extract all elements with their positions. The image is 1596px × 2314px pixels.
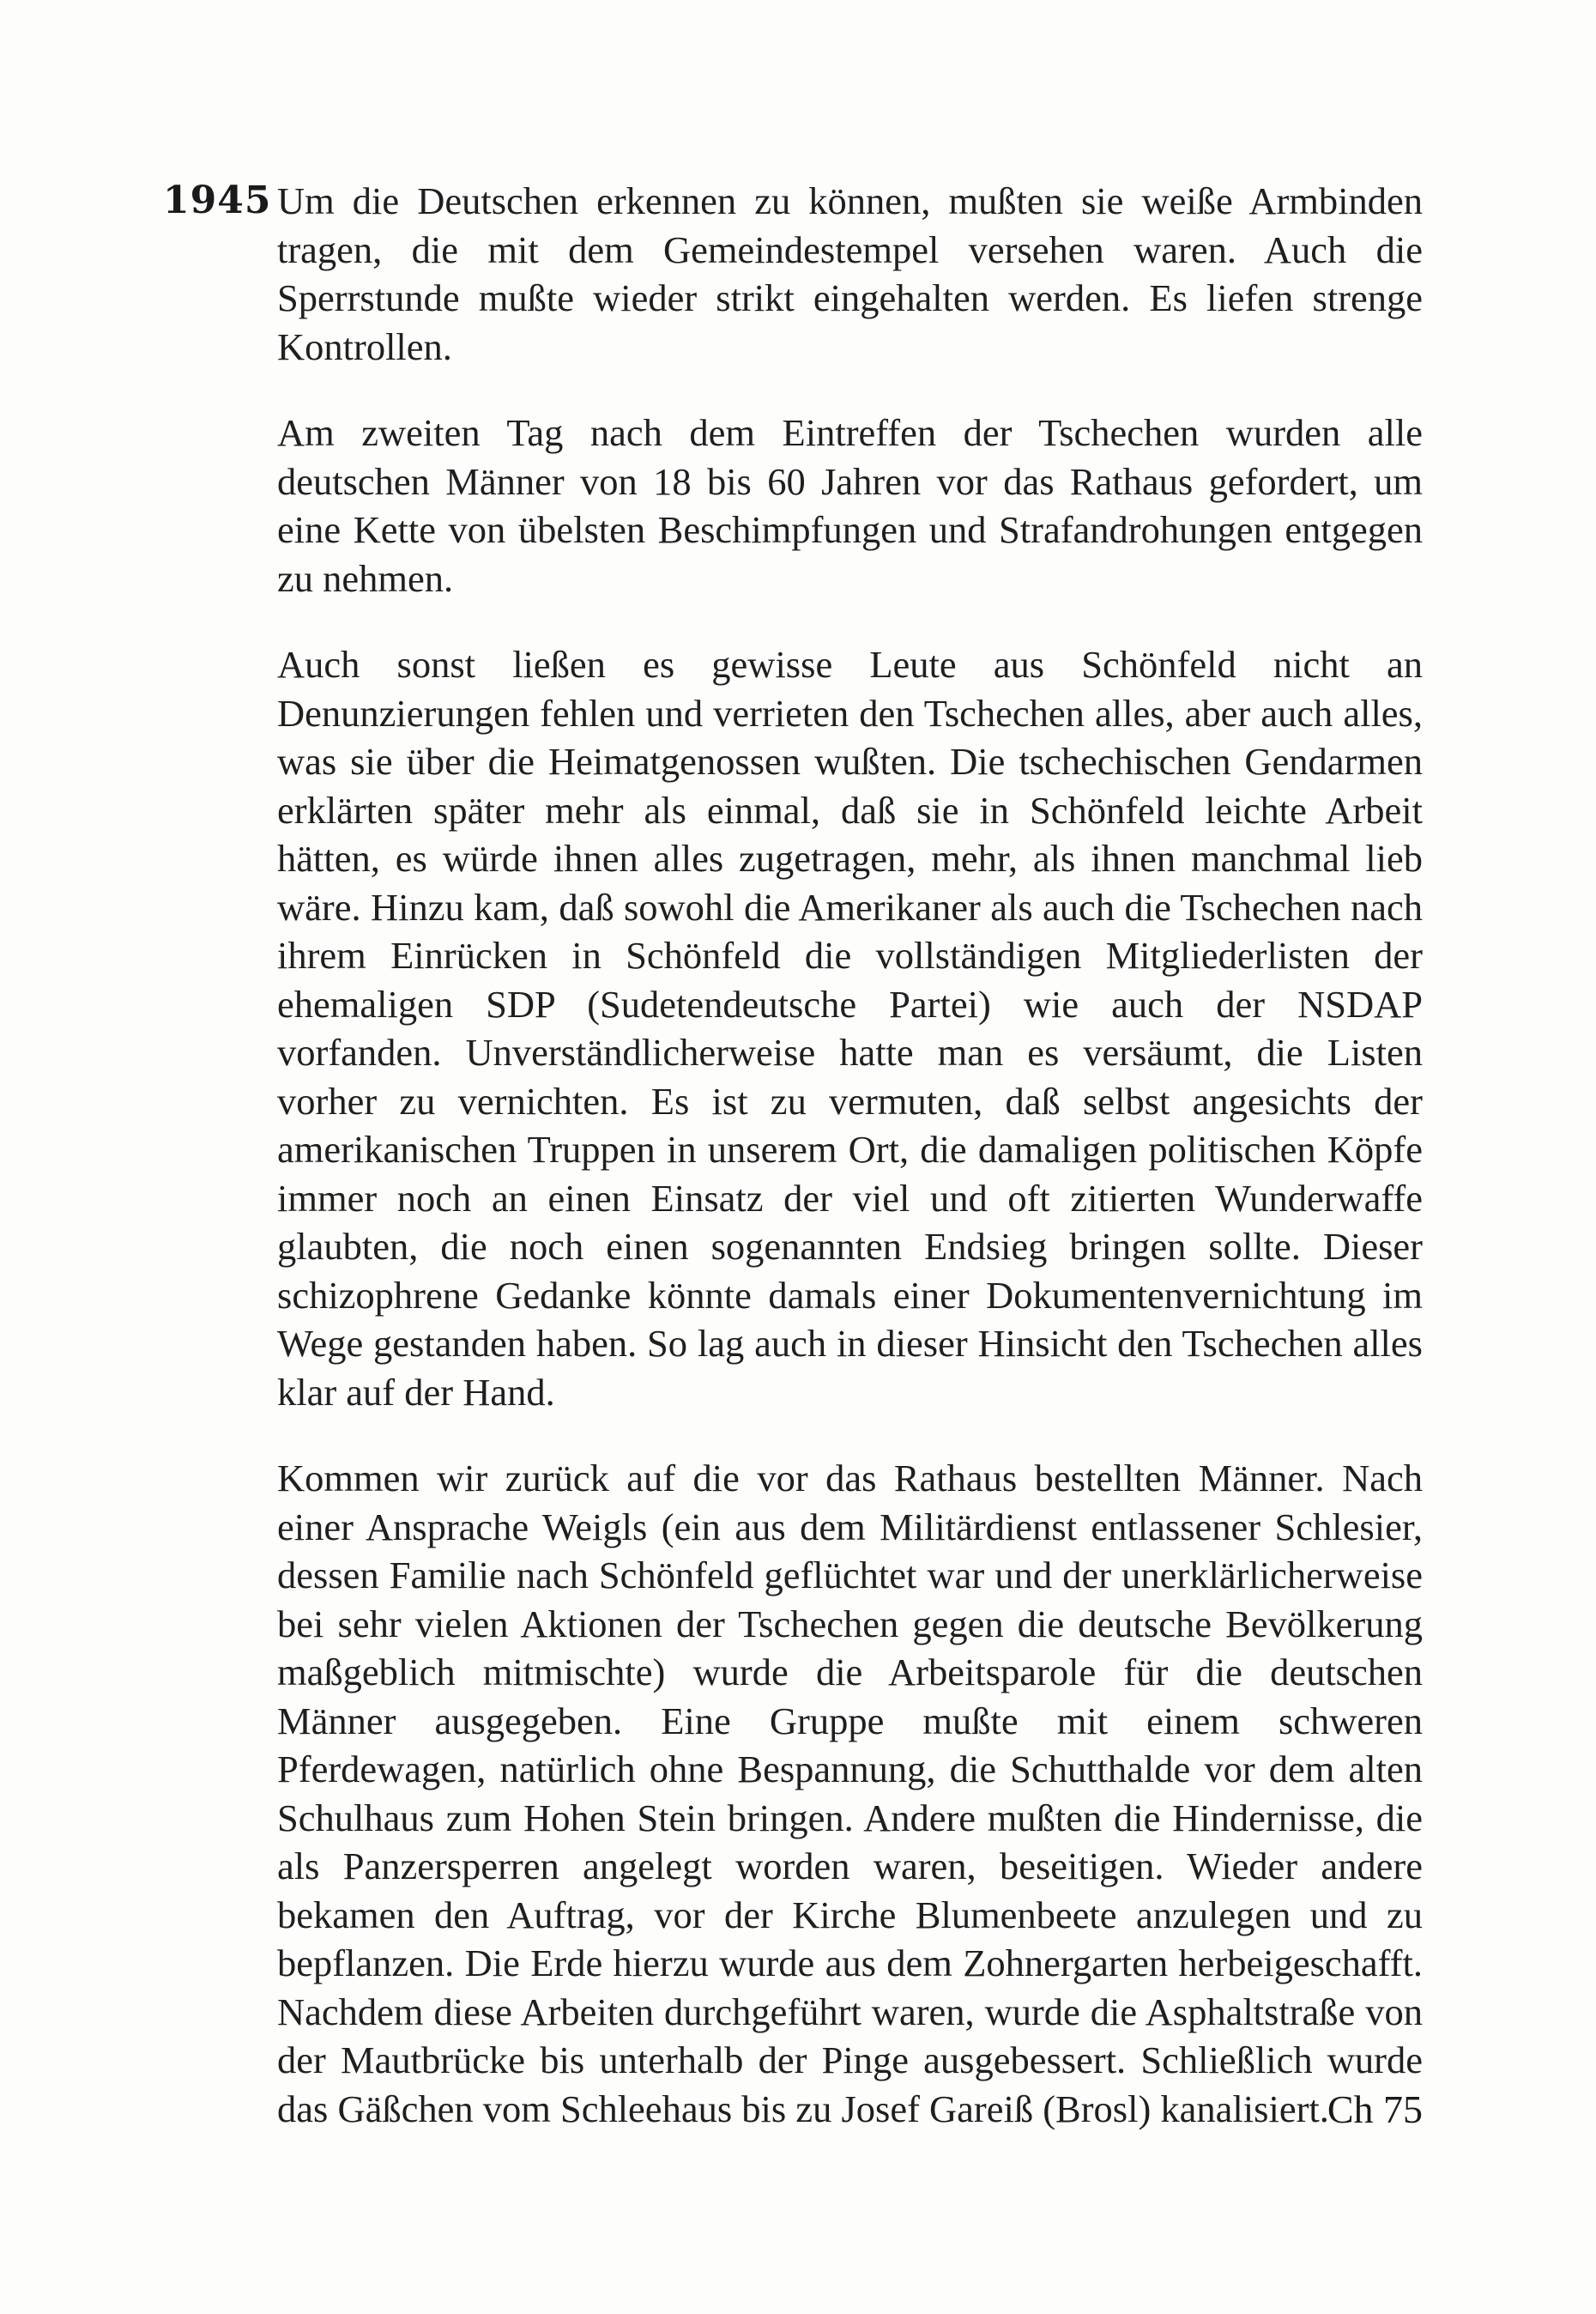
paragraph-1: Um die Deutschen erkennen zu können, mußten sie weiße Armbinden tragen, die mit dem Gemeindestempel versehen waren. Auch die Sperrstunde mußte wieder strikt eingehalten werden. Es liefen strenge Kontrollen. [277, 179, 1423, 368]
paragraph-3: Auch sonst ließen es gewisse Leute aus Schönfeld nicht an Denunzierungen fehlen und verrieten den Tschechen alles, aber auch alles, was sie über die Heimatgenossen wußten. Die tschechischen Gendarmen erklärten später mehr als einmal, daß sie in Schönfeld leichte Arbeit hätten, es würde ihnen alles zugetragen, mehr, als ihnen manchmal lieb wäre. Hinzu kam, daß sowohl die Amerikaner als auch die Tschechen nach ihrem Einrücken in Schönfeld die vollständigen Mitgliederlisten der ehemaligen SDP (Sudetendeutsche Partei) wie auch der NSDAP vorfanden. Unverständlicherweise hatte man es versäumt, die Listen vorher zu vernichten. Es ist zu vermuten, daß selbst angesichts der amerikanischen Truppen in unserem Ort, die damaligen politischen Köpfe immer noch an einen Einsatz der viel und oft zitierten Wunderwaffe glaubten, die noch einen sogenannten Endsieg bringen sollte. Dieser schizophrene Gedanke könnte damals einer Dokumentenvernichtung im Wege gestanden haben. So lag auch in dieser Hinsicht den Tschechen alles klar auf der Hand. [277, 643, 1423, 1414]
page-number: Ch 75 [1327, 2087, 1423, 2131]
year-marker: 1945 [163, 179, 272, 222]
body-text [277, 177, 1423, 2133]
paragraph-4: Kommen wir zurück auf die vor das Rathaus bestellten Männer. Nach einer Ansprache Weigls (ein aus dem Militärdienst entlassener Schlesier, dessen Familie nach Schönfeld geflüchtet war und der unerklärlicherweise bei sehr vielen Aktionen der Tschechen gegen die deutsche Bevölkerung maßgeblich mitmischte) wurde die Arbeitsparole für die deutschen Männer ausgegeben. Eine Gruppe mußte mit einem schweren Pferdewagen, natürlich ohne Bespannung, die Schutthalde vor dem alten Schulhaus zum Hohen Stein bringen. Andere mußten die Hindernisse, die als Panzersperren angelegt worden waren, beseitigen. Wieder andere bekamen den Auftrag, vor der Kirche Blumenbeete anzulegen und zu bepflanzen. Die Erde hierzu wurde aus dem Zohnergarten herbeigeschafft. Nachdem diese Arbeiten durchgeführt waren, wurde die Asphaltstraße von der Mautbrücke bis unterhalb der Pinge ausgebessert. Schließlich wurde das Gäßchen vom Schleehaus bis zu Josef Gareiß (Brosl) kanalisiert. [277, 1457, 1423, 2130]
paragraph-2: Am zweiten Tag nach dem Eintreffen der Tschechen wurden alle deutschen Männer von 18 bis 60 Jahren vor das Rathaus gefordert, um eine Kette von übelsten Beschimpfungen und Strafandrohungen entgegen zu nehmen. [277, 411, 1423, 600]
